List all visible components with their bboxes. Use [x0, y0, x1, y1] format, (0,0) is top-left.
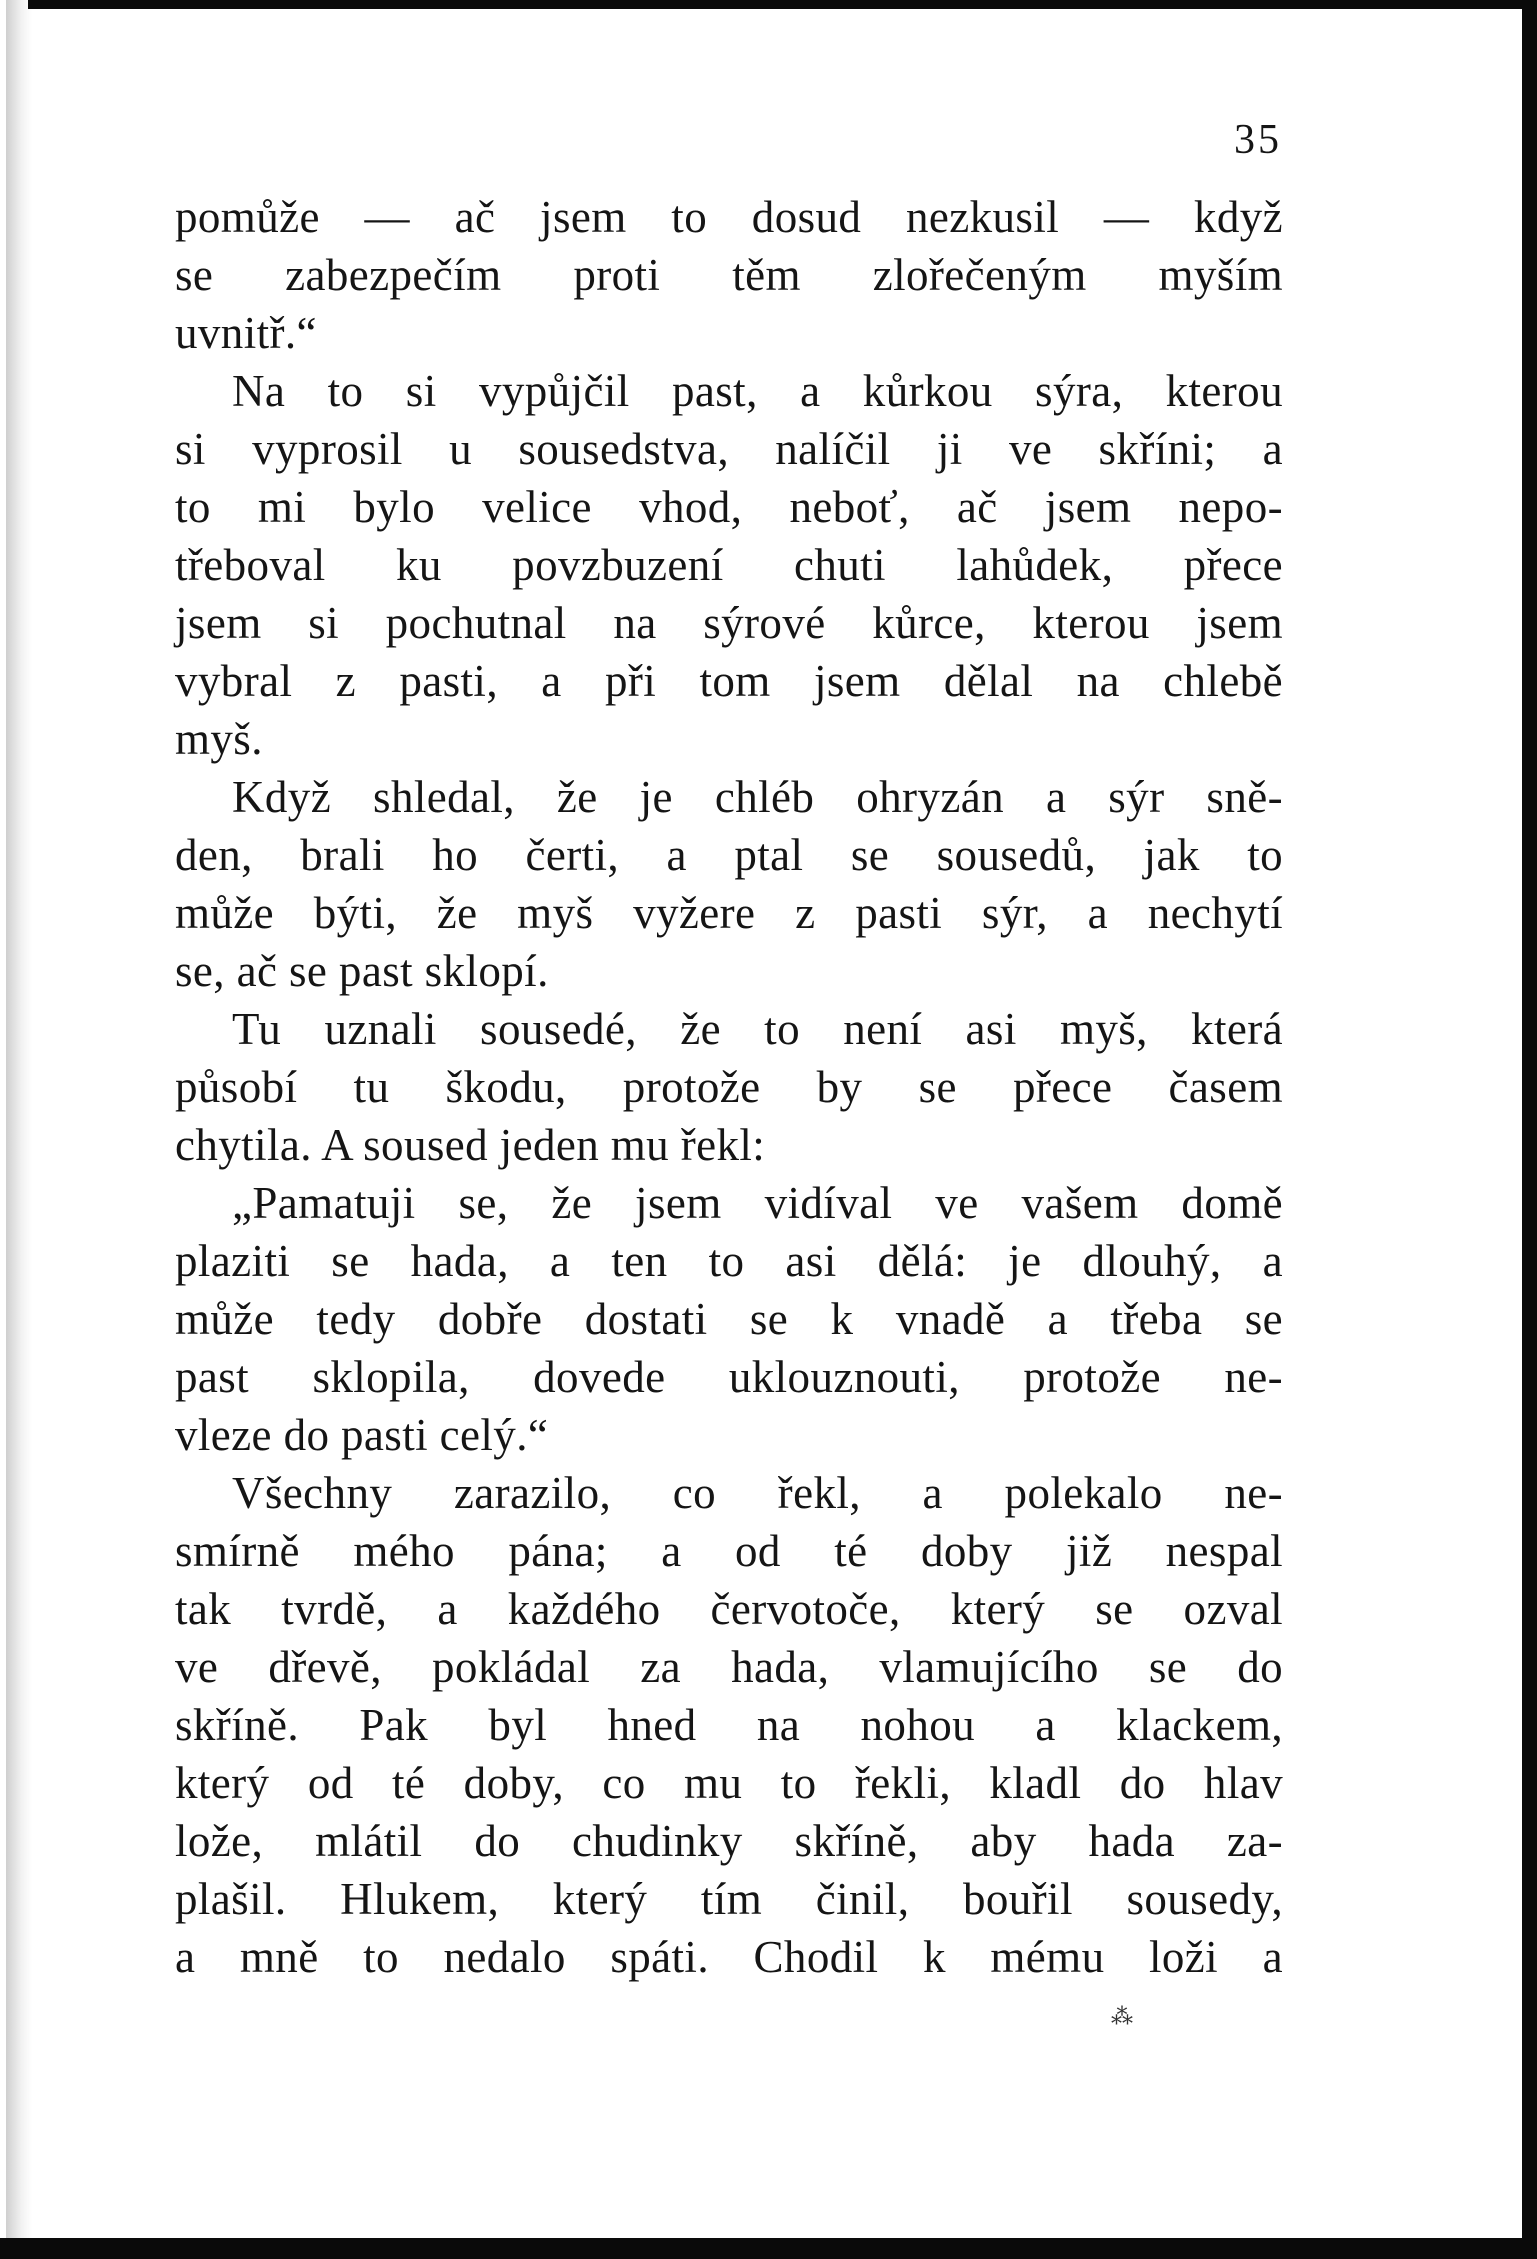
text-line: uvnitř.“ — [175, 308, 317, 358]
text-line: „Pamatuji se, že jsem vidíval ve vašem domě — [232, 1178, 1283, 1228]
text-line: Když shledal, že je chléb ohryzán a sýr sně- — [232, 772, 1283, 822]
text-line: který od té doby, co mu to řekli, kladl do hlav — [175, 1758, 1283, 1808]
book-spine-shadow — [6, 0, 32, 2238]
text-line: den, brali ho čerti, a ptal se sousedů, jak to — [175, 830, 1283, 880]
scan-border-bottom — [0, 2238, 1537, 2259]
scan-border-right — [1522, 0, 1537, 2259]
text-line: třeboval ku povzbuzení chuti lahůdek, přece — [175, 540, 1283, 590]
text-line: Na to si vypůjčil past, a kůrkou sýra, kterou — [232, 366, 1283, 416]
text-line: past sklopila, dovede uklouznouti, protože ne- — [175, 1352, 1283, 1402]
text-line: smírně mého pána; a od té doby již nespal — [175, 1526, 1283, 1576]
text-line: působí tu škodu, protože by se přece časem — [175, 1062, 1283, 1112]
text-line: může býti, že myš vyžere z pasti sýr, a nechytí — [175, 888, 1283, 938]
text-line: ve dřevě, pokládal za hada, vlamujícího se do — [175, 1642, 1283, 1692]
text-line: tak tvrdě, a každého červotoče, který se ozval — [175, 1584, 1283, 1634]
text-line: plašil. Hlukem, který tím činil, bouřil sousedy, — [175, 1874, 1283, 1924]
text-line: si vyprosil u sousedstva, nalíčil ji ve skříni; a — [175, 424, 1283, 474]
text-line: se, ač se past sklopí. — [175, 946, 549, 996]
text-line: může tedy dobře dostati se k vnadě a třeba se — [175, 1294, 1283, 1344]
text-line: chytila. A soused jeden mu řekl: — [175, 1120, 766, 1170]
scan-border-top — [28, 0, 1537, 9]
text-line: se zabezpečím proti těm zlořečeným myším — [175, 250, 1283, 300]
printer-ornament: ⁂ — [1111, 2004, 1133, 2029]
text-line: a mně to nedalo spáti. Chodil k mému loži a — [175, 1932, 1283, 1982]
text-line: plaziti se hada, a ten to asi dělá: je dlouhý, a — [175, 1236, 1283, 1286]
text-line: skříně. Pak byl hned na nohou a klackem, — [175, 1700, 1283, 1750]
text-line: Všechny zarazilo, co řekl, a polekalo ne- — [232, 1468, 1283, 1518]
text-line: to mi bylo velice vhod, neboť, ač jsem nepo- — [175, 482, 1283, 532]
text-line: myš. — [175, 714, 263, 764]
text-line: jsem si pochutnal na sýrové kůrce, kterou jsem — [175, 598, 1283, 648]
body-text — [175, 188, 1283, 1986]
text-line: lože, mlátil do chudinky skříně, aby hada za- — [175, 1816, 1283, 1866]
text-line: Tu uznali sousedé, že to není asi myš, která — [232, 1004, 1283, 1054]
text-line: pomůže — ač jsem to dosud nezkusil — když — [175, 192, 1283, 242]
text-line: vybral z pasti, a při tom jsem dělal na chlebě — [175, 656, 1283, 706]
page-number: 35 — [1234, 117, 1282, 163]
text-line: vleze do pasti celý.“ — [175, 1410, 549, 1460]
